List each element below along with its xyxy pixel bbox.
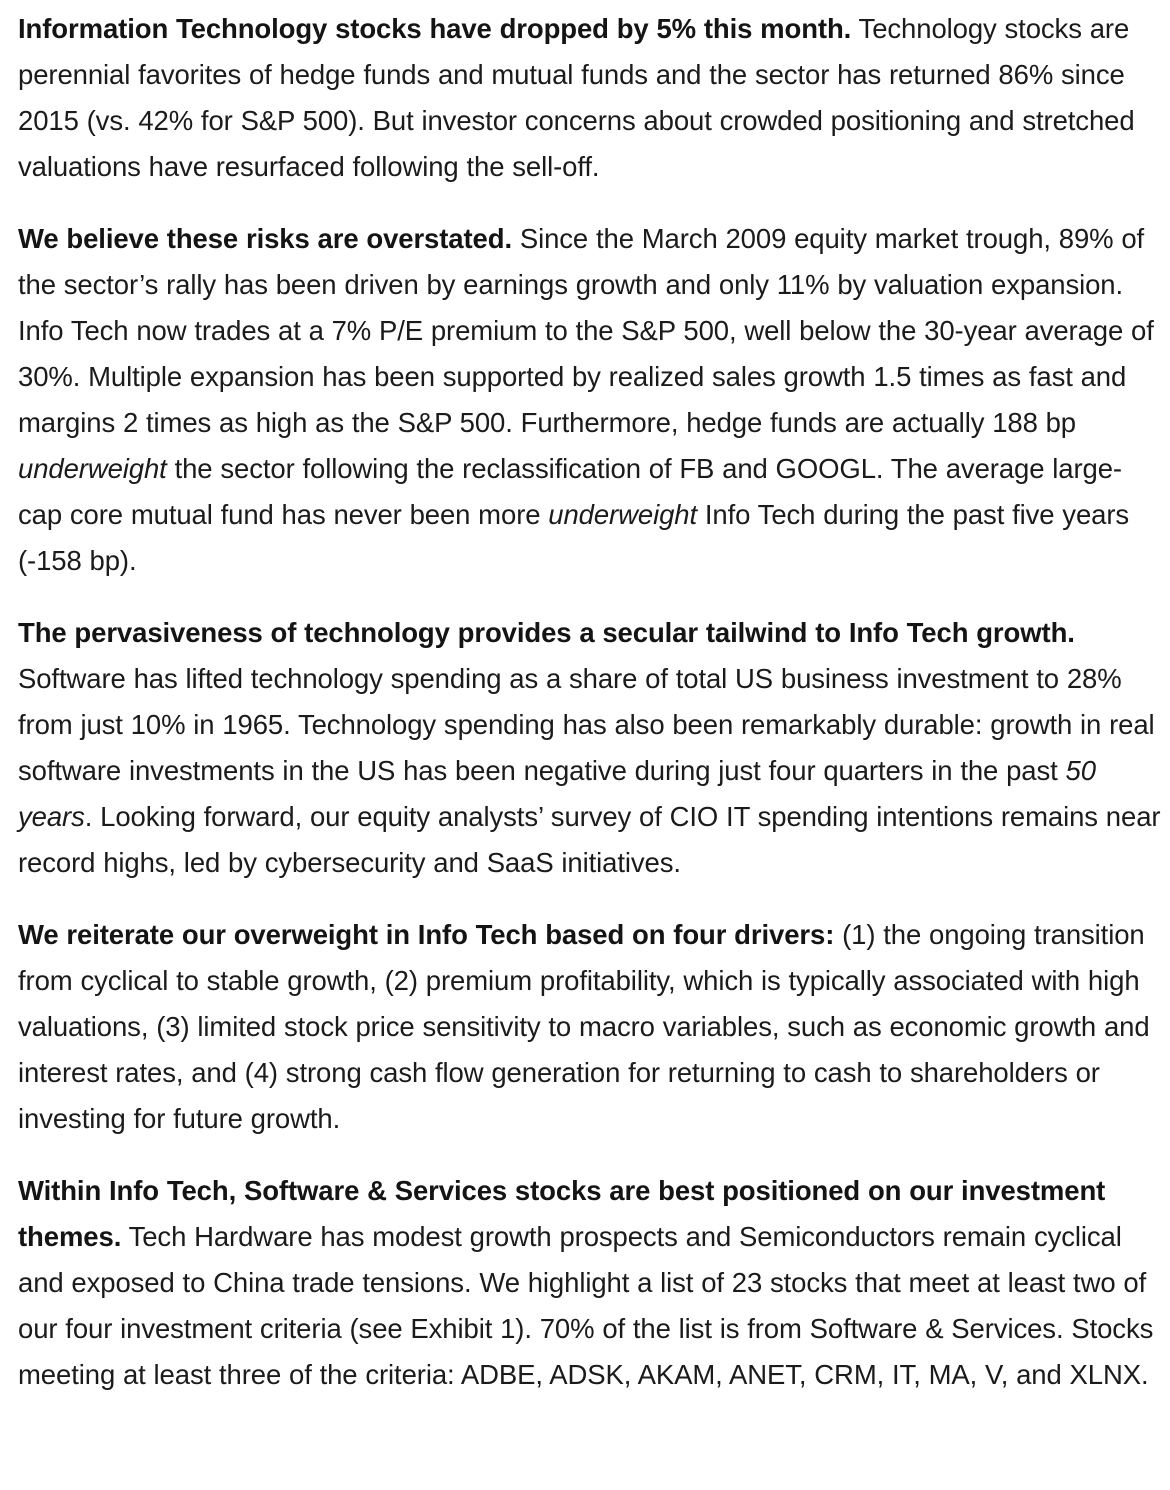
emphasis-text: underweight: [548, 499, 698, 530]
paragraph-lead: We believe these risks are overstated.: [18, 223, 512, 254]
paragraph-risks-overstated: [18, 216, 1164, 584]
paragraph-text: Info Tech during the past five years (-158 bp).: [18, 499, 1130, 576]
paragraph-text: (1) the ongoing transition from cyclical to stable growth, (2) premium profitability, which is typically associated with high valuations, (3) limited stock price sensitivity to macro variables, such as economic growth and interest rates, and (4) strong cash flow generation for returning to cash to shareholders or investing for future growth.: [18, 919, 1150, 1134]
paragraph-lead: We reiterate our overweight in Info Tech based on four drivers:: [18, 919, 835, 950]
emphasis-text: underweight: [18, 453, 167, 484]
paragraph-overweight-drivers: [18, 912, 1164, 1142]
paragraph-software-services: [18, 1168, 1164, 1398]
document-body: [18, 6, 1164, 1424]
paragraph-lead: Information Technology stocks have dropped by 5% this month.: [18, 13, 852, 44]
paragraph-lead: The pervasiveness of technology provides a secular tailwind to Info Tech growth.: [18, 617, 1075, 648]
emphasis-text: 50 years: [18, 755, 1096, 832]
paragraph-text: Software has lifted technology spending as a share of total US business investment to 28% from just 10% in 1965. Technology spending has also been remarkably durable: growth in real software investments in the US has been negative during just four quarters in the past: [18, 663, 1155, 786]
paragraph-lead: Within Info Tech, Software & Services stocks are best positioned on our investment themes.: [18, 1175, 1106, 1252]
paragraph-secular-tailwind: [18, 610, 1164, 886]
paragraph-text: Tech Hardware has modest growth prospects and Semiconductors remain cyclical and exposed to China trade tensions. We highlight a list of 23 stocks that meet at least two of our four investment criteria (see Exhibit 1). 70% of the list is from Software & Services. Stocks meeting at least three of the criteria: ADBE, ADSK, AKAM, ANET, CRM, IT, MA, V, and XLNX.: [18, 1221, 1154, 1390]
paragraph-text: the sector following the reclassification of FB and GOOGL. The average large-cap core mutual fund has never been more: [18, 453, 1122, 530]
paragraph-text: Technology stocks are perennial favorites of hedge funds and mutual funds and the sector has returned 86% since 2015 (vs. 42% for S&P 500). But investor concerns about crowded positioning and stretched valuations have resurfaced following the sell-off.: [18, 13, 1135, 182]
paragraph-it-stocks-dropped: [18, 6, 1164, 190]
paragraph-text: Since the March 2009 equity market trough, 89% of the sector’s rally has been driven by earnings growth and only 11% by valuation expansion. Info Tech now trades at a 7% P/E premium to the S&P 500, well below the 30-year average of 30%. Multiple expansion has been supported by realized sales growth 1.5 times as fast and margins 2 times as high as the S&P 500. Furthermore, hedge funds are actually 188 bp: [18, 223, 1154, 438]
paragraph-text: . Looking forward, our equity analysts’ survey of CIO IT spending intentions remains near record highs, led by cybersecurity and SaaS initiatives.: [18, 801, 1161, 878]
